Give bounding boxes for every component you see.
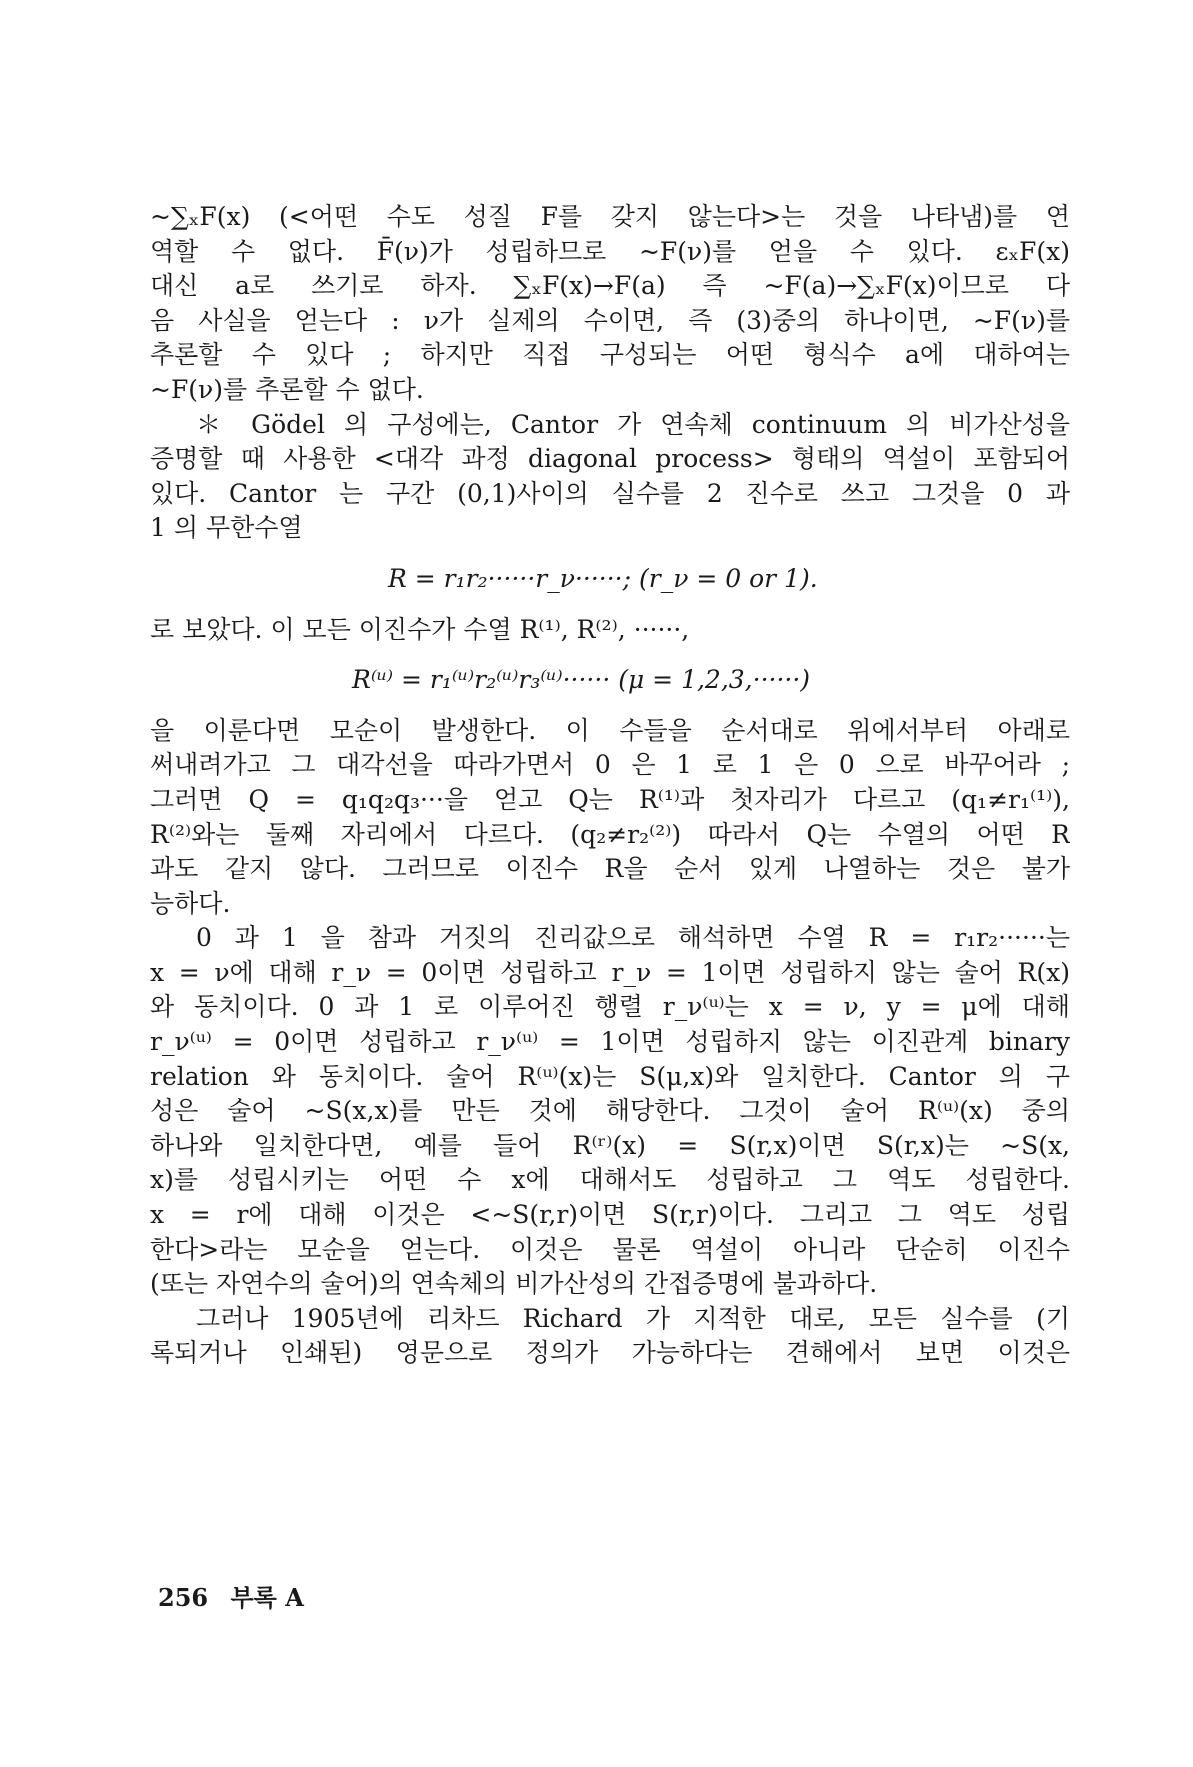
text-line: 0 과 1 을 참과 거짓의 진리값으로 해석하면 수열 R = r₁r₂······는 xyxy=(196,923,1070,953)
page-footer xyxy=(158,1578,304,1613)
text-line: 음 사실을 얻는다 : ν가 실제의 수이면, 즉 (3)중의 하나이면, ~F(ν)를 xyxy=(150,305,1070,335)
text-line: 한다>라는 모순을 얻는다. 이것은 물론 역설이 아니라 단순히 이진수 xyxy=(150,1234,1070,1264)
paragraph-2 xyxy=(150,408,1070,546)
paragraph-3 xyxy=(150,714,1070,922)
text-line: 와 동치이다. 0 과 1 로 이루어진 행렬 r_ν⁽ᵘ⁾는 x = ν, y = μ에 대해 xyxy=(150,992,1070,1022)
text-line: 성은 술어 ~S(x,x)를 만든 것에 해당한다. 그것이 술어 R⁽ᵘ⁾(x) 중의 xyxy=(150,1096,1070,1126)
text-line: relation 와 동치이다. 술어 R⁽ᵘ⁾(x)는 S(μ,x)와 일치한다. Cantor 의 구 xyxy=(150,1061,1070,1091)
text-line: ~∑ₓF(x) (<어떤 수도 성질 F를 갖지 않는다>는 것을 나타냄)를 연 xyxy=(150,202,1070,231)
equation-2: R⁽ᵘ⁾ = r₁⁽ᵘ⁾r₂⁽ᵘ⁾r₃⁽ᵘ⁾······ (μ = 1,2,3,······) xyxy=(352,665,811,695)
text-line: 증명할 때 사용한 <대각 과정 diagonal process> 형태의 역설이 포함되어 xyxy=(150,444,1070,474)
text-line: 그러나 1905년에 리차드 Richard 가 지적한 대로, 모든 실수를 (기 xyxy=(196,1303,1070,1333)
text-line: 역할 수 없다. F̄(ν)가 성립하므로 ~F(ν)를 얻을 수 있다. εₓF(x) xyxy=(150,236,1070,266)
text-line: 과도 같지 않다. 그러므로 이진수 R을 순서 있게 나열하는 것은 불가 xyxy=(150,854,1070,884)
paragraph-4 xyxy=(150,921,1070,1302)
text-line: 하나와 일치한다면, 예를 들어 R⁽ʳ⁾(x) = S(r,x)이면 S(r,x)는 ~S(x, xyxy=(150,1130,1070,1160)
page-number: 256 xyxy=(158,1583,209,1612)
text-line: (또는 자연수의 술어)의 연속체의 비가산성의 간접증명에 불과하다. xyxy=(150,1269,878,1299)
text-line: 1 의 무한수열 xyxy=(150,513,303,543)
text-line: x)를 성립시키는 어떤 수 x에 대해서도 성립하고 그 역도 성립한다. xyxy=(150,1165,1070,1195)
paragraph-5 xyxy=(150,1302,1070,1371)
text-line: 로 보았다. 이 모든 이진수가 수열 R⁽¹⁾, R⁽²⁾, ······, xyxy=(150,614,690,644)
text-line: ＊ Gödel 의 구성에는, Cantor 가 연속체 continuum 의 비가산성을 xyxy=(196,409,1070,439)
text-line: r_ν⁽ᵘ⁾ = 0이면 성립하고 r_ν⁽ᵘ⁾ = 1이면 성립하지 않는 이진관계 binary xyxy=(150,1027,1070,1057)
text-line: 추론할 수 있다 ; 하지만 직접 구성되는 어떤 형식수 a에 대하여는 xyxy=(150,340,1070,370)
text-line: 능하다. xyxy=(150,888,231,918)
text-line: ~F(ν)를 추론할 수 없다. xyxy=(150,374,424,404)
text-line: 그러면 Q = q₁q₂q₃···을 얻고 Q는 R⁽¹⁾과 첫자리가 다르고 (q₁≠r₁⁽¹⁾), xyxy=(150,784,1070,814)
section-label: 부록 A xyxy=(230,1583,304,1612)
text-line: 을 이룬다면 모순이 발생한다. 이 수들을 순서대로 위에서부터 아래로 xyxy=(150,715,1070,745)
text-line: 있다. Cantor 는 구간 (0,1)사이의 실수를 2 진수로 쓰고 그것을 0 과 xyxy=(150,478,1070,508)
text-line: 대신 a로 쓰기로 하자. ∑ₓF(x)→F(a) 즉 ~F(a)→∑ₓF(x)이므로 다 xyxy=(150,271,1070,301)
text-line: x = r에 대해 이것은 <~S(r,r)이면 S(r,r)이다. 그리고 그 역도 성립 xyxy=(150,1200,1070,1230)
text-line: 써내려가고 그 대각선을 따라가면서 0 은 1 로 1 은 0 으로 바꾸어라 ; xyxy=(150,750,1070,780)
paragraph-1 xyxy=(150,200,1070,408)
text-line: 록되거나 인쇄된) 영문으로 정의가 가능하다는 견해에서 보면 이것은 xyxy=(150,1338,1070,1368)
text-line: x = ν에 대해 r_ν = 0이면 성립하고 r_ν = 1이면 성립하지 않는 술어 R(x) xyxy=(150,957,1070,987)
page-body xyxy=(150,200,1070,1371)
text-line: R⁽²⁾와는 둘째 자리에서 다르다. (q₂≠r₂⁽²⁾) 따라서 Q는 수열의 어떤 R xyxy=(150,819,1070,849)
equation-1: R = r₁r₂······r_ν······; (r_ν = 0 or 1). xyxy=(388,563,818,593)
